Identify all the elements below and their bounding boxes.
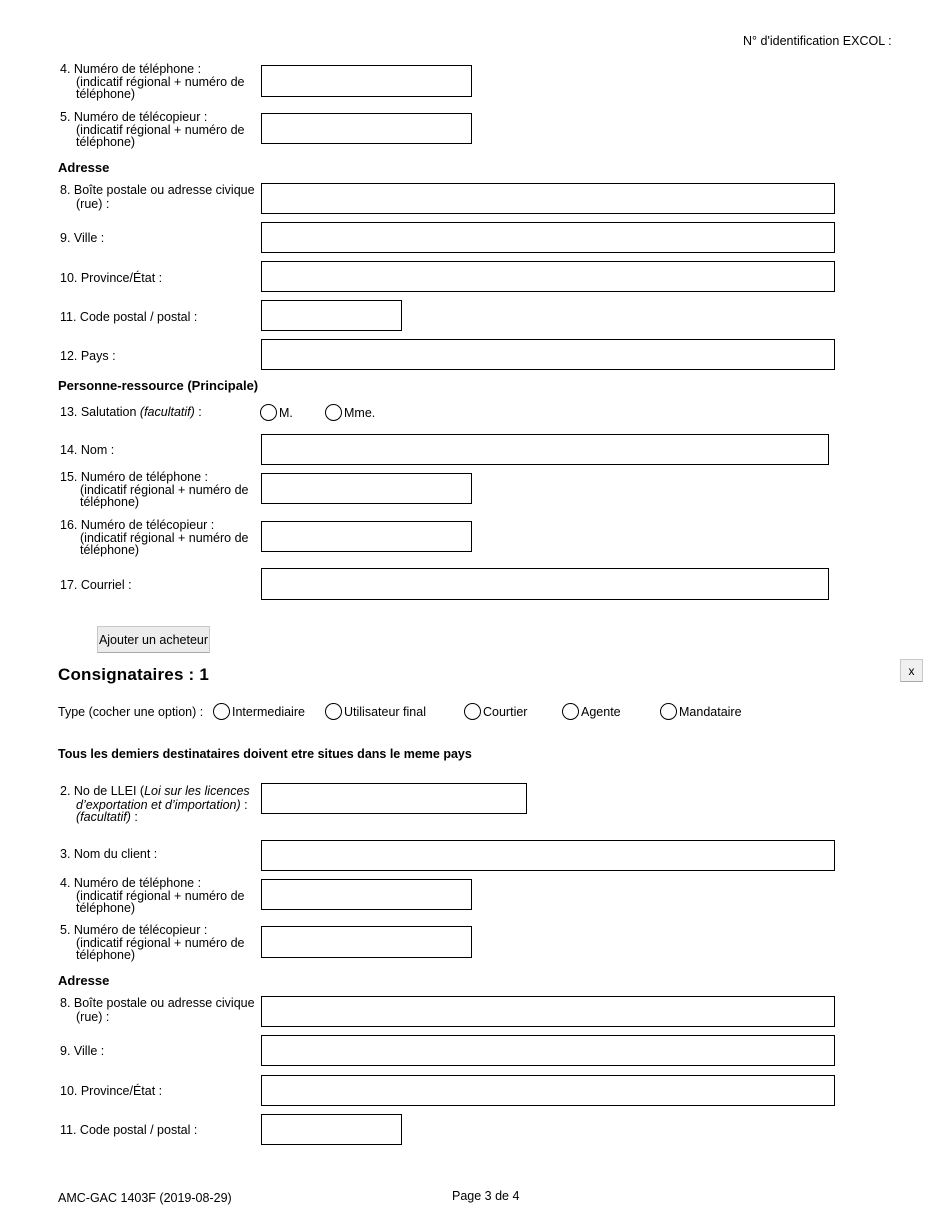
add-buyer-button[interactable]: Ajouter un acheteur bbox=[97, 626, 210, 653]
contact-phone-input[interactable] bbox=[261, 473, 472, 504]
consignee-postal-label: 11. Code postal / postal : bbox=[60, 1123, 198, 1137]
type-option-courtier[interactable]: Courtier bbox=[464, 703, 527, 720]
email-input[interactable] bbox=[261, 568, 829, 600]
contact-phone-label: 15. Numéro de téléphone : (indicatif régional + numéro de téléphone) bbox=[60, 470, 249, 509]
consignee-phone-input[interactable] bbox=[261, 879, 472, 910]
client-name-label: 3. Nom du client : bbox=[60, 847, 158, 861]
type-label: Type (cocher une option) : bbox=[58, 705, 204, 719]
name-input[interactable] bbox=[261, 434, 829, 465]
salutation-label: 13. Salutation (facultatif) : bbox=[60, 405, 202, 419]
phone-input[interactable] bbox=[261, 65, 472, 97]
excol-id-label: N° d'identification EXCOL : bbox=[743, 34, 892, 48]
same-country-notice: Tous les demiers destinataires doivent etre situes dans le meme pays bbox=[58, 747, 472, 761]
llei-label: 2. No de LLEI (Loi sur les licences d’exportation et d’importation) : (facultatif) : bbox=[60, 784, 250, 824]
client-name-input[interactable] bbox=[261, 840, 835, 871]
country-label: 12. Pays : bbox=[60, 349, 116, 363]
radio-circle-icon[interactable] bbox=[464, 703, 481, 720]
phone-label: 4. Numéro de téléphone : (indicatif régional + numéro de téléphone) bbox=[60, 62, 245, 101]
consignee-postal-input[interactable] bbox=[261, 1114, 402, 1145]
contact-fax-input[interactable] bbox=[261, 521, 472, 552]
contact-fax-label: 16. Numéro de télécopieur : (indicatif régional + numéro de téléphone) bbox=[60, 518, 249, 557]
consignee-fax-label: 5. Numéro de télécopieur : (indicatif régional + numéro de téléphone) bbox=[60, 923, 245, 962]
form-id: AMC-GAC 1403F (2019-08-29) bbox=[58, 1191, 232, 1205]
radio-circle-icon[interactable] bbox=[213, 703, 230, 720]
llei-input[interactable] bbox=[261, 783, 527, 814]
consignee-province-input[interactable] bbox=[261, 1075, 835, 1106]
consignee-fax-input[interactable] bbox=[261, 926, 472, 958]
radio-circle-icon[interactable] bbox=[260, 404, 277, 421]
salutation-option-mme[interactable]: Mme. bbox=[325, 404, 375, 421]
consignee-city-input[interactable] bbox=[261, 1035, 835, 1066]
salutation-option-m[interactable]: M. bbox=[260, 404, 293, 421]
fax-input[interactable] bbox=[261, 113, 472, 144]
consignees-title: Consignataires : 1 bbox=[58, 665, 209, 684]
consignee-phone-label: 4. Numéro de téléphone : (indicatif régional + numéro de téléphone) bbox=[60, 876, 245, 915]
country-input[interactable] bbox=[261, 339, 835, 370]
name-label: 14. Nom : bbox=[60, 443, 115, 457]
type-option-mandataire[interactable]: Mandataire bbox=[660, 703, 742, 720]
contact-heading: Personne-ressource (Principale) bbox=[58, 378, 259, 393]
fax-label: 5. Numéro de télécopieur : (indicatif régional + numéro de téléphone) bbox=[60, 110, 245, 149]
type-option-utilisateur-final[interactable]: Utilisateur final bbox=[325, 703, 426, 720]
radio-circle-icon[interactable] bbox=[562, 703, 579, 720]
type-option-intermediaire[interactable]: Intermediaire bbox=[213, 703, 305, 720]
street-label: 8. Boîte postale ou adresse civique (rue) : bbox=[60, 183, 255, 211]
type-option-agente[interactable]: Agente bbox=[562, 703, 621, 720]
postal-input[interactable] bbox=[261, 300, 402, 331]
street-input[interactable] bbox=[261, 183, 835, 214]
radio-circle-icon[interactable] bbox=[660, 703, 677, 720]
consignee-province-label: 10. Province/État : bbox=[60, 1084, 163, 1098]
email-label: 17. Courriel : bbox=[60, 578, 132, 592]
radio-circle-icon[interactable] bbox=[325, 703, 342, 720]
page-number: Page 3 de 4 bbox=[452, 1189, 520, 1203]
radio-circle-icon[interactable] bbox=[325, 404, 342, 421]
remove-consignee-button[interactable]: x bbox=[900, 659, 923, 682]
city-label: 9. Ville : bbox=[60, 231, 105, 245]
consignee-city-label: 9. Ville : bbox=[60, 1044, 105, 1058]
province-input[interactable] bbox=[261, 261, 835, 292]
province-label: 10. Province/État : bbox=[60, 271, 163, 285]
postal-label: 11. Code postal / postal : bbox=[60, 310, 198, 324]
consignee-address-heading: Adresse bbox=[58, 973, 110, 988]
address-heading: Adresse bbox=[58, 160, 110, 175]
city-input[interactable] bbox=[261, 222, 835, 253]
consignee-street-input[interactable] bbox=[261, 996, 835, 1027]
consignee-street-label: 8. Boîte postale ou adresse civique (rue) : bbox=[60, 996, 255, 1024]
